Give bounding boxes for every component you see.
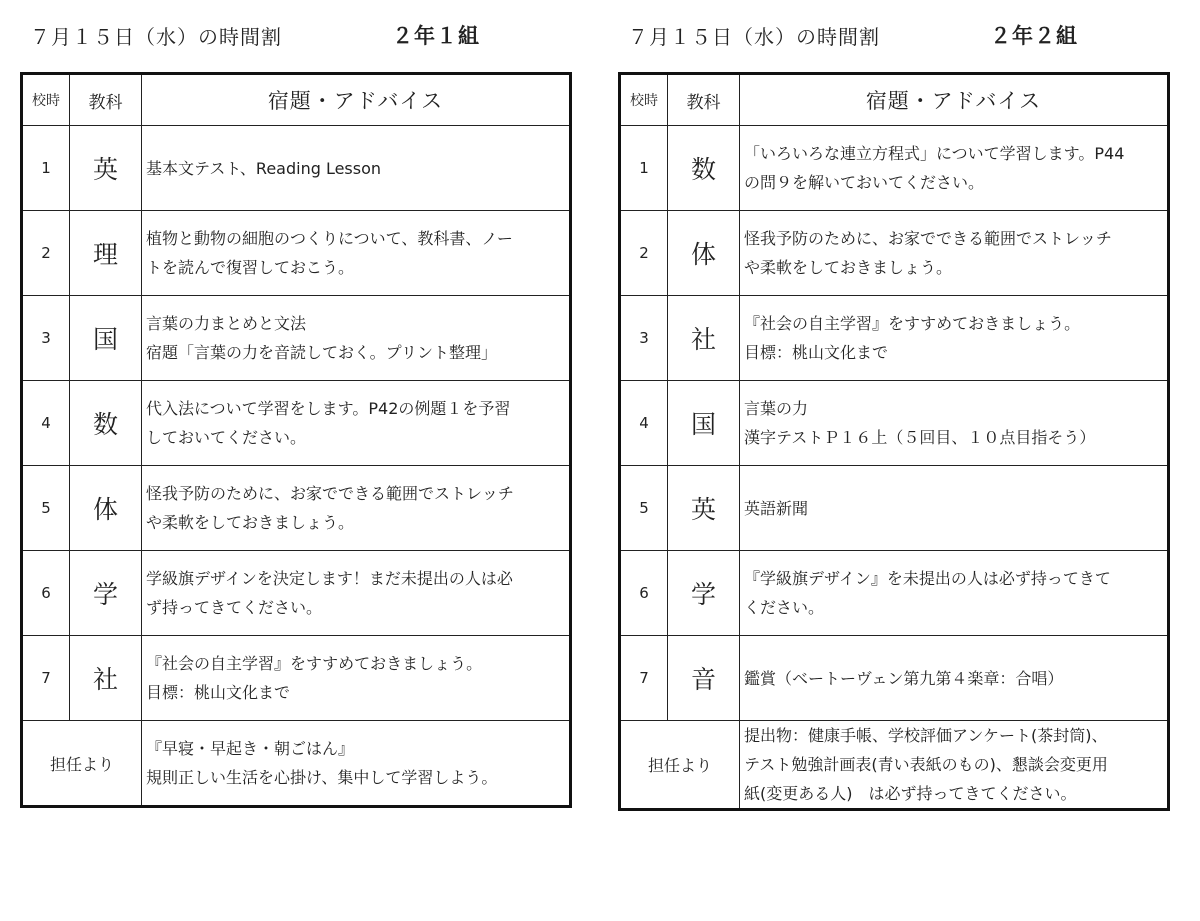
table-row xyxy=(620,636,1169,721)
sheet-header xyxy=(20,18,572,52)
advice-cell: 植物と動物の細胞のつくりについて、教科書、ノー トを読んで復習しておこう。 xyxy=(142,211,571,296)
subject-cell: 学 xyxy=(70,551,142,636)
table-row xyxy=(620,551,1169,636)
table-row xyxy=(22,126,571,211)
teacher-note-label: 担任より xyxy=(620,721,740,810)
subject-cell: 数 xyxy=(668,126,740,211)
advice-cell: 言葉の力まとめと文法 宿題「言葉の力を音読しておく。プリント整理」 xyxy=(142,296,571,381)
subject-cell: 英 xyxy=(70,126,142,211)
timetable xyxy=(618,72,1170,811)
teacher-note: 提出物：健康手帳、学校評価アンケート(茶封筒)、 テスト勉強計画表(青い表紙のもの)、懇談会変更用 紙(変更ある人) は必ず持ってきてください。 xyxy=(740,721,1169,810)
advice-cell: 『社会の自主学習』をすすめておきましょう。 目標：桃山文化まで xyxy=(740,296,1169,381)
advice-cell: 言葉の力 漢字テストＰ１６上（５回目、１０点目指そう） xyxy=(740,381,1169,466)
advice-cell: 「いろいろな連立方程式」について学習します。P44 の問９を解いておいてください。 xyxy=(740,126,1169,211)
sheet-header xyxy=(618,18,1170,52)
table-row xyxy=(22,381,571,466)
class-sheet-2-1 xyxy=(20,18,572,808)
subject-cell: 音 xyxy=(668,636,740,721)
subject-cell: 英 xyxy=(668,466,740,551)
teacher-note-row xyxy=(620,721,1169,810)
subject-cell: 体 xyxy=(668,211,740,296)
period-cell: 7 xyxy=(22,636,70,721)
period-cell: 7 xyxy=(620,636,668,721)
class-name: ２年１組 xyxy=(392,24,480,48)
table-row xyxy=(22,466,571,551)
teacher-note-row xyxy=(22,721,571,807)
advice-header: 宿題・アドバイス xyxy=(142,74,571,126)
table-row xyxy=(22,211,571,296)
period-cell: 1 xyxy=(620,126,668,211)
advice-cell: 英語新聞 xyxy=(740,466,1169,551)
date-title: ７月１５日（水）の時間割 xyxy=(30,25,282,49)
class-name: ２年２組 xyxy=(990,24,1078,48)
subject-cell: 体 xyxy=(70,466,142,551)
advice-cell: 『社会の自主学習』をすすめておきましょう。 目標：桃山文化まで xyxy=(142,636,571,721)
period-cell: 2 xyxy=(620,211,668,296)
period-cell: 2 xyxy=(22,211,70,296)
advice-cell: 怪我予防のために、お家でできる範囲でストレッチ や柔軟をしておきましょう。 xyxy=(142,466,571,551)
table-row xyxy=(22,636,571,721)
period-cell: 6 xyxy=(620,551,668,636)
subject-cell: 国 xyxy=(70,296,142,381)
subject-header: 教科 xyxy=(70,74,142,126)
period-cell: 5 xyxy=(22,466,70,551)
period-cell: 5 xyxy=(620,466,668,551)
timetable xyxy=(20,72,572,808)
period-cell: 4 xyxy=(22,381,70,466)
advice-cell: 鑑賞（ベートーヴェン第九第４楽章：合唱） xyxy=(740,636,1169,721)
class-sheet-2-2 xyxy=(618,18,1170,811)
table-row xyxy=(22,296,571,381)
period-cell: 6 xyxy=(22,551,70,636)
table-row xyxy=(620,381,1169,466)
table-row xyxy=(620,126,1169,211)
period-cell: 3 xyxy=(22,296,70,381)
header-row xyxy=(22,74,571,126)
subject-cell: 数 xyxy=(70,381,142,466)
subject-cell: 国 xyxy=(668,381,740,466)
header-row xyxy=(620,74,1169,126)
table-row xyxy=(620,211,1169,296)
period-header: 校時 xyxy=(22,74,70,126)
advice-cell: 基本文テスト、Reading Lesson xyxy=(142,126,571,211)
period-cell: 3 xyxy=(620,296,668,381)
subject-header: 教科 xyxy=(668,74,740,126)
advice-cell: 学級旗デザインを決定します！まだ未提出の人は必 ず持ってきてください。 xyxy=(142,551,571,636)
advice-cell: 代入法について学習をします。P42の例題１を予習 しておいてください。 xyxy=(142,381,571,466)
period-header: 校時 xyxy=(620,74,668,126)
advice-header: 宿題・アドバイス xyxy=(740,74,1169,126)
subject-cell: 社 xyxy=(70,636,142,721)
subject-cell: 理 xyxy=(70,211,142,296)
table-row xyxy=(22,551,571,636)
period-cell: 1 xyxy=(22,126,70,211)
subject-cell: 学 xyxy=(668,551,740,636)
teacher-note-label: 担任より xyxy=(22,721,142,807)
period-cell: 4 xyxy=(620,381,668,466)
table-row xyxy=(620,466,1169,551)
table-row xyxy=(620,296,1169,381)
teacher-note: 『早寝・早起き・朝ごはん』 規則正しい生活を心掛け、集中して学習しよう。 xyxy=(142,721,571,807)
date-title: ７月１５日（水）の時間割 xyxy=(628,25,880,49)
advice-cell: 『学級旗デザイン』を未提出の人は必ず持ってきて ください。 xyxy=(740,551,1169,636)
subject-cell: 社 xyxy=(668,296,740,381)
advice-cell: 怪我予防のために、お家でできる範囲でストレッチ や柔軟をしておきましょう。 xyxy=(740,211,1169,296)
